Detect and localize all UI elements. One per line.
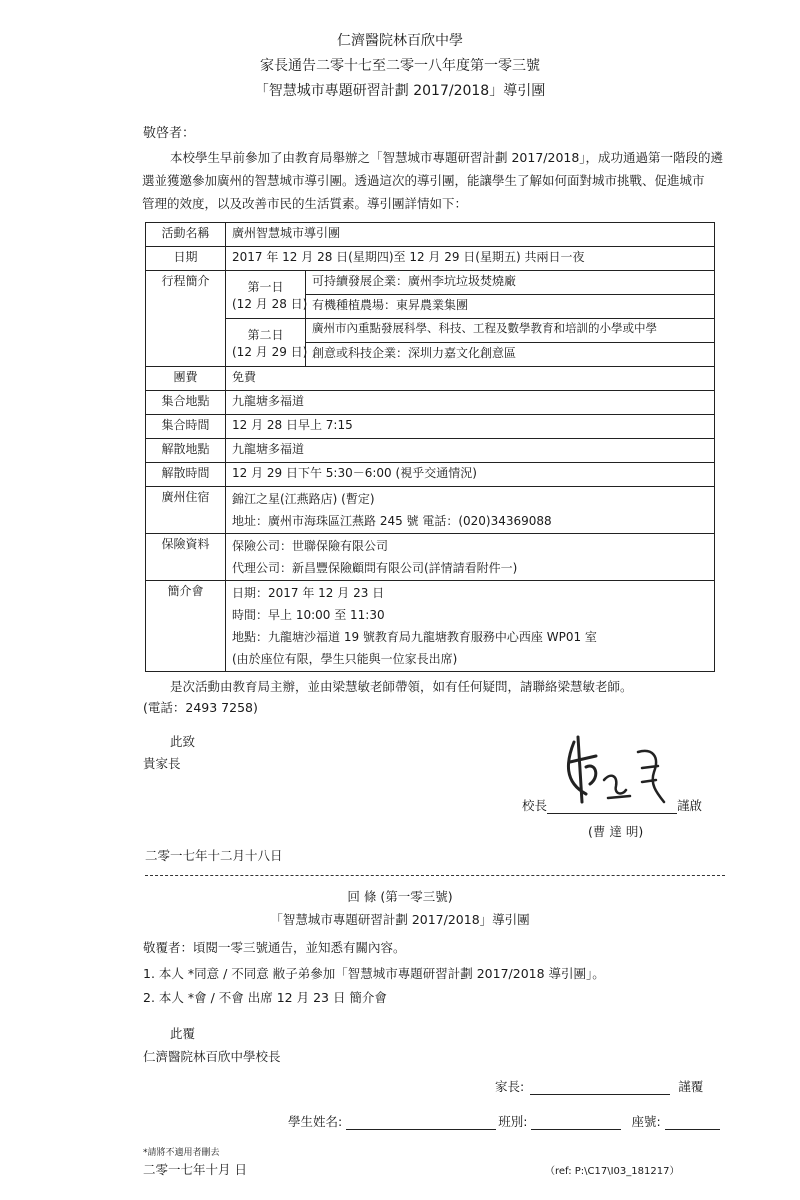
day-date: (12 月 28 日) [232, 296, 308, 311]
reply-recipient: 仁濟醫院林百欣中學校長 [143, 1049, 281, 1064]
table-row [146, 581, 715, 672]
principal-label: 校長 [522, 798, 548, 813]
row-label: 解散地點 [146, 439, 226, 463]
day-name: 第一日 [247, 279, 284, 294]
table-row [146, 391, 715, 415]
row-label: 解散時間 [146, 463, 226, 487]
parent-sign-row [495, 1077, 703, 1095]
reply-item-2: 2. 本人 *會 / 不會 出席 12 月 23 日 簡介會 [143, 990, 387, 1005]
notice-number: 家長通告二零十七至二零一八年度第一零三號 [260, 58, 540, 74]
reply-heading: 回 條 (第一零三號) [347, 889, 453, 904]
row-value: 免費 [226, 367, 715, 391]
intro-paragraph [142, 146, 732, 215]
table-row [146, 319, 715, 343]
issue-date: 二零一七年十二月十八日 [145, 848, 283, 863]
signature-line [547, 813, 677, 814]
student-info-row [288, 1112, 720, 1130]
details-table [145, 222, 715, 672]
briefing-note: (由於座位有限，學生只能與一位家長出席) [232, 652, 458, 666]
row-value: 廣州智慧城市導引團 [226, 223, 715, 247]
table-row [146, 367, 715, 391]
seat-label: 座號: [631, 1114, 661, 1129]
briefing-date: 日期：2017 年 12 月 23 日 [232, 586, 385, 600]
principal-name: (曹 達 明) [588, 824, 644, 839]
row-label: 廣州住宿 [146, 487, 226, 534]
parent-suffix: 謹覆 [678, 1079, 704, 1094]
table-row [146, 534, 715, 581]
row-value: 12 月 28 日早上 7:15 [226, 415, 715, 439]
insurance-agent: 代理公司：新昌豐保險顧問有限公司(詳情請看附件一) [232, 561, 518, 575]
row-value [226, 581, 715, 672]
intro-line-3: 管理的效度，以及改善市民的生活質素。導引團詳情如下： [142, 196, 468, 211]
itinerary-day-1 [226, 271, 306, 319]
reply-title: 「智慧城市專題研習計劃 2017/2018」導引團 [270, 912, 530, 927]
class-label: 班別: [498, 1114, 528, 1129]
table-row [146, 223, 715, 247]
signature-suffix: 謹啟 [677, 798, 703, 813]
closing-cizhi: 此致 [170, 734, 196, 749]
row-value [226, 534, 715, 581]
table-row [146, 487, 715, 534]
row-value [226, 487, 715, 534]
parent-sign-field[interactable] [530, 1094, 670, 1095]
recipient: 貴家長 [143, 756, 181, 771]
cut-line [145, 875, 725, 876]
hotel-name: 錦江之星(江燕路店) (暫定) [232, 492, 375, 506]
table-row [146, 271, 715, 295]
row-label: 集合時間 [146, 415, 226, 439]
school-name: 仁濟醫院林百欣中學 [337, 33, 463, 49]
itinerary-item: 可持續發展企業：廣州李坑垃圾焚燒廠 [306, 271, 715, 295]
day-name: 第二日 [247, 327, 284, 342]
itinerary-item: 創意或科技企業：深圳力嘉文化創意區 [306, 343, 715, 367]
row-value: 12 月 29 日下午 5:30－6:00 (視乎交通情況) [226, 463, 715, 487]
row-value: 2017 年 12 月 28 日(星期四)至 12 月 29 日(星期五) 共兩日一夜 [226, 247, 715, 271]
day-date: (12 月 29 日) [232, 344, 308, 359]
reply-date: 二零一七年十月 日 [143, 1162, 247, 1177]
intro-line-1: 本校學生早前參加了由教育局舉辦之「智慧城市專題研習計劃 2017/2018」，成功通過第一階段的遴 [170, 150, 724, 165]
itinerary-day-2 [226, 319, 306, 367]
itinerary-item: 廣州市內重點發展科學、科技、工程及數學教育和培訓的小學或中學 [306, 319, 715, 343]
footnote: *請將不適用者刪去 [143, 1148, 220, 1158]
row-label: 團費 [146, 367, 226, 391]
seat-field[interactable] [665, 1129, 720, 1130]
class-field[interactable] [531, 1129, 621, 1130]
row-value: 九龍塘多福道 [226, 391, 715, 415]
table-row [146, 247, 715, 271]
insurer: 保險公司：世聯保險有限公司 [232, 539, 389, 553]
row-value: 九龍塘多福道 [226, 439, 715, 463]
reference-code: （ref: P:\C17\I03_181217） [545, 1166, 680, 1177]
row-label: 活動名稱 [146, 223, 226, 247]
contact-line: 是次活動由教育局主辦，並由梁慧敏老師帶領，如有任何疑問，請聯絡梁慧敏老師。 [170, 679, 633, 694]
row-label: 集合地點 [146, 391, 226, 415]
parent-label: 家長: [495, 1079, 525, 1094]
notice-title: 「智慧城市專題研習計劃 2017/2018」導引團 [254, 83, 546, 99]
row-label: 簡介會 [146, 581, 226, 672]
signature-line-row [522, 796, 702, 814]
intro-line-2: 選並獲邀參加廣州的智慧城市導引團。透過這次的導引團，能讓學生了解如何面對城市挑戰、促進城市 [142, 173, 705, 188]
student-name-field[interactable] [346, 1129, 496, 1130]
reply-cifu: 此覆 [170, 1026, 196, 1041]
table-row [146, 415, 715, 439]
row-label: 保險資料 [146, 534, 226, 581]
reply-salutation: 敬覆者：頃閱一零三號通告，並知悉有關內容。 [143, 940, 406, 955]
briefing-time: 時間：早上 10:00 至 11:30 [232, 608, 385, 622]
itinerary-item: 有機種植農場：東昇農業集團 [306, 295, 715, 319]
student-name-label: 學生姓名: [288, 1114, 343, 1129]
row-label: 日期 [146, 247, 226, 271]
table-row [146, 439, 715, 463]
contact-phone: (電話：2493 7258) [143, 700, 258, 715]
briefing-venue: 地點：九龍塘沙福道 19 號教育局九龍塘教育服務中心西座 WP01 室 [232, 630, 597, 644]
row-label: 行程簡介 [146, 271, 226, 367]
reply-item-1: 1. 本人 *同意 / 不同意 敝子弟參加「智慧城市專題研習計劃 2017/2018 導引團」。 [143, 966, 605, 981]
hotel-address: 地址：廣州市海珠區江燕路 245 號 電話：(020)34369088 [232, 514, 552, 528]
table-row [146, 463, 715, 487]
salutation: 敬啓者： [143, 126, 196, 141]
